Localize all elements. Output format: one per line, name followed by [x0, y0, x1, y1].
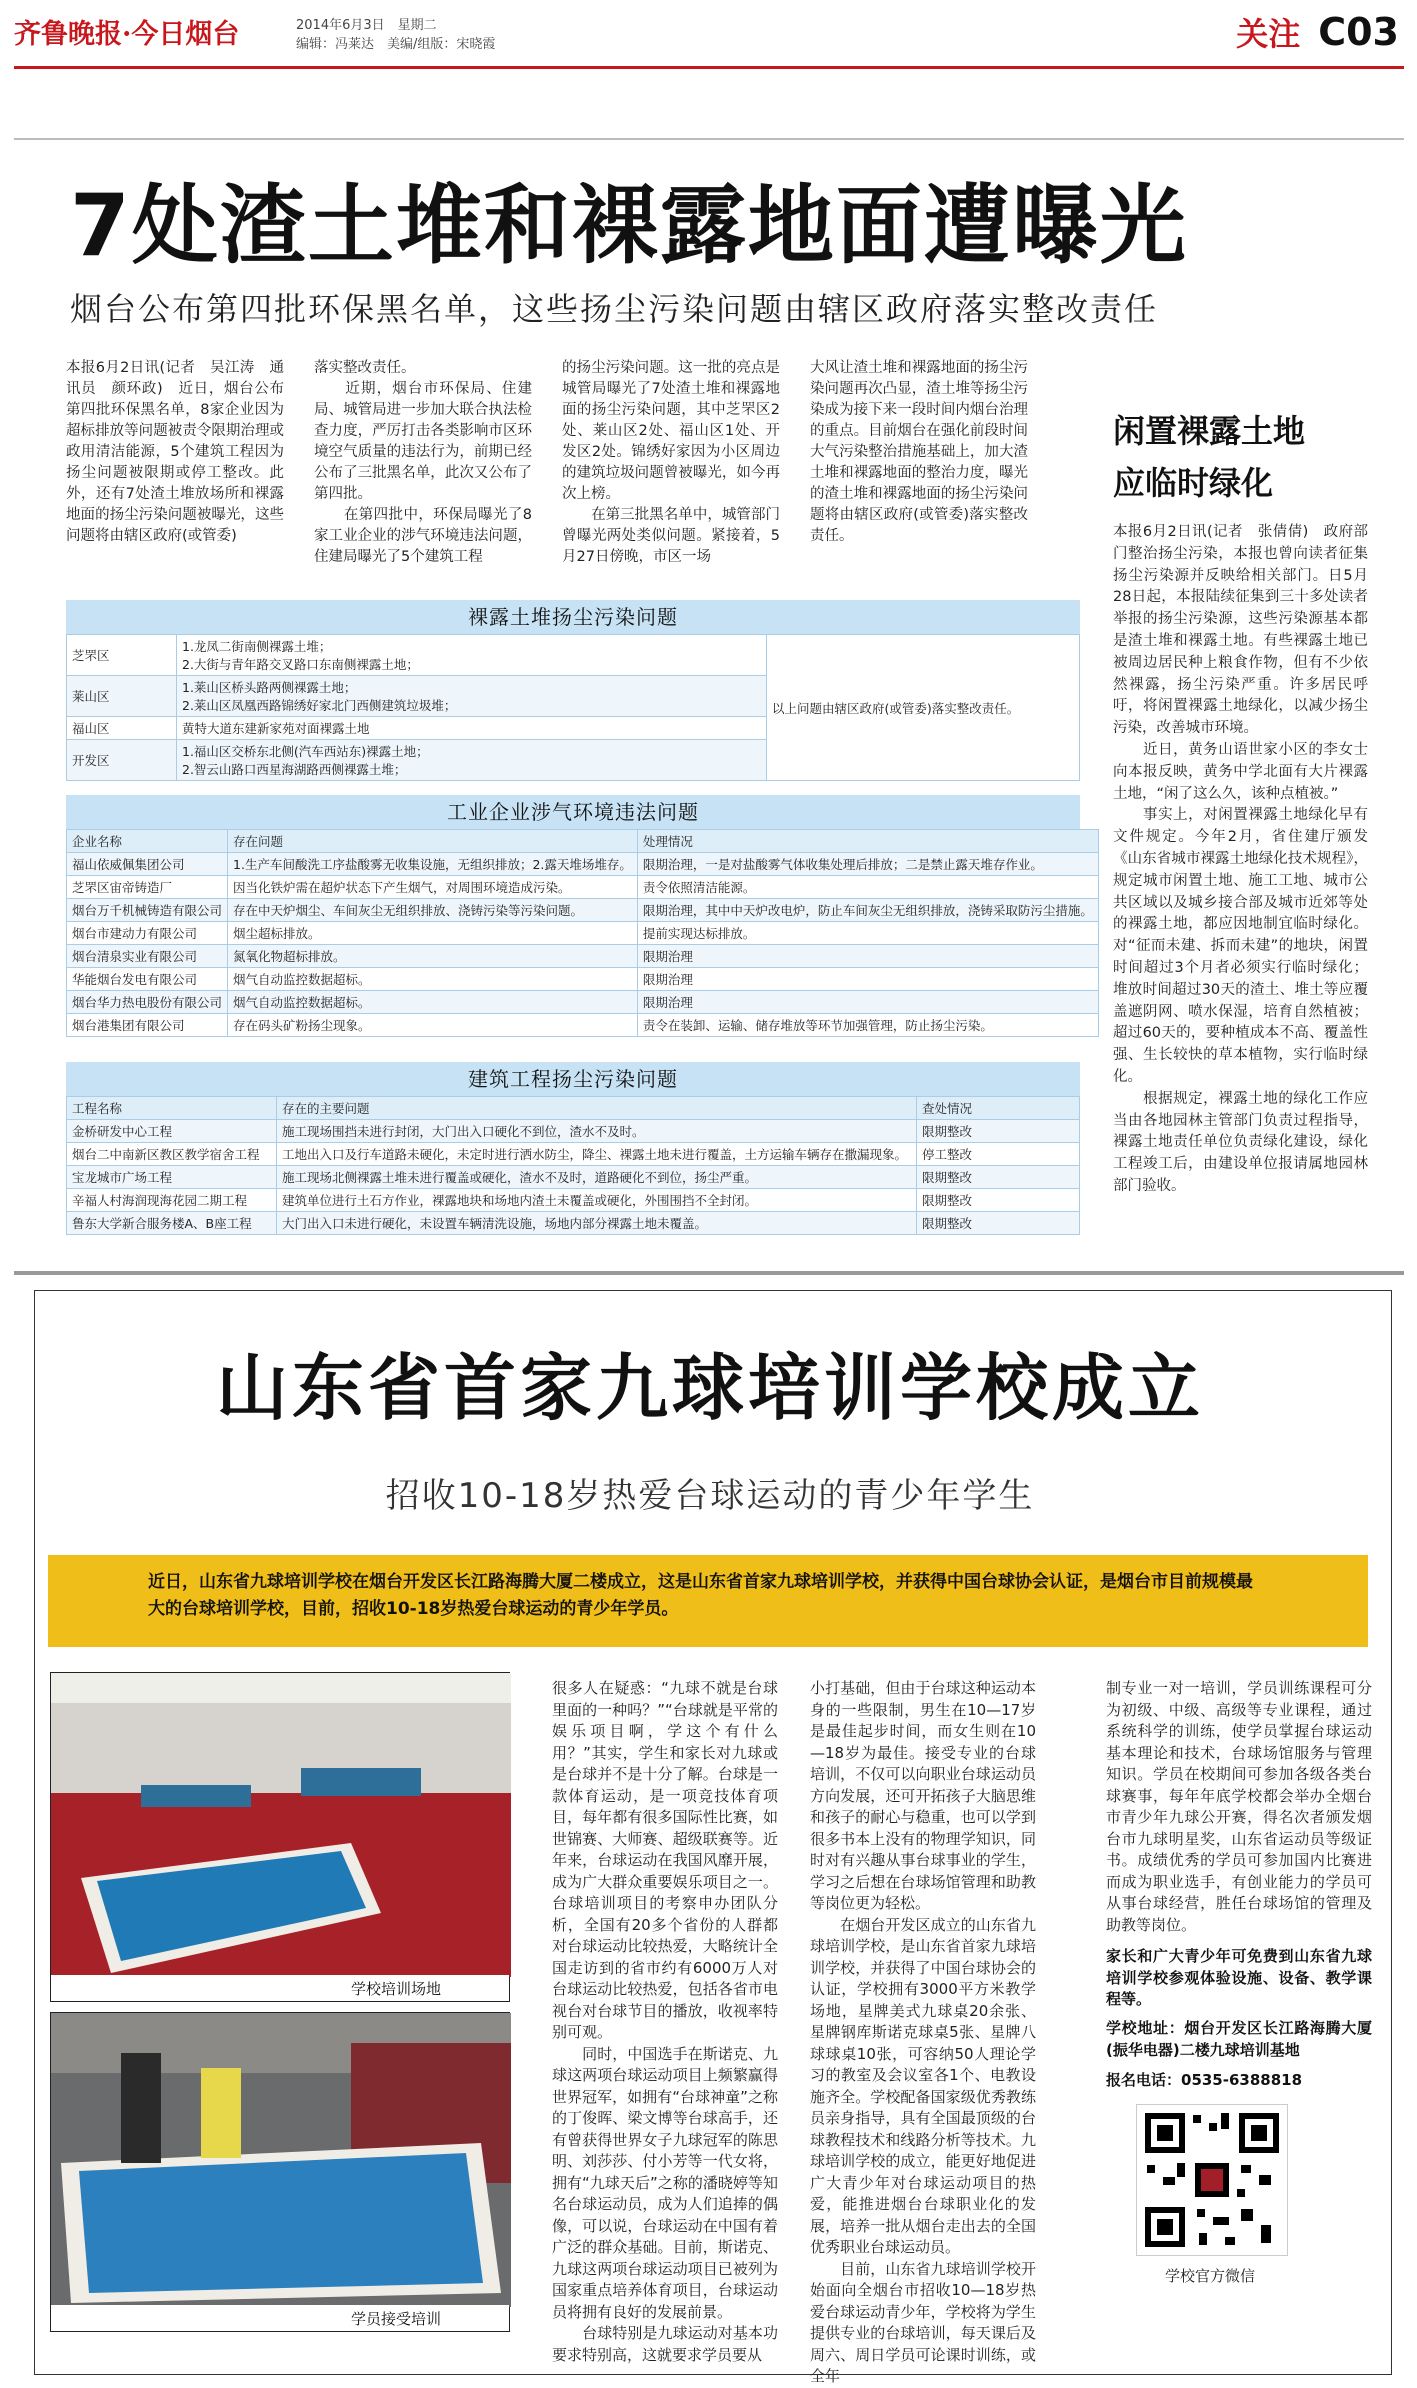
section-name: 关注: [1236, 15, 1301, 53]
industrial-table: [66, 829, 1099, 1037]
school-address: 学校地址：烟台开发区长江路海腾大厦(振华电器)二楼九球培训基地: [1106, 2019, 1372, 2059]
items-cell: 1.龙凤二街南侧裸露土堆； 2.大街与青年路交叉路口东南侧裸露土地；: [177, 635, 767, 676]
wechat-qr-code[interactable]: [1136, 2104, 1288, 2256]
table-row: [67, 945, 1099, 968]
company-cell: 芝罘区宙帝铸造厂: [67, 876, 228, 899]
issue-cell: 大门出入口未进行硬化，未设置车辆清洗设施，场地内部分裸露土地未覆盖。: [277, 1212, 917, 1235]
qr-caption: 学校官方微信: [1164, 2267, 1255, 2285]
table-row: [67, 876, 1099, 899]
note-cell: 以上问题由辖区政府(或管委)落实整改责任。: [767, 635, 1080, 781]
issue-date: 2014年6月3日 星期二: [296, 18, 437, 33]
table-row: [67, 1014, 1099, 1037]
editor-credits: 编辑：冯莱达 美编/组版：宋晓霞: [296, 37, 496, 52]
result-cell: 限期整改: [917, 1212, 1080, 1235]
table-row: [67, 922, 1099, 945]
story2-cta: 家长和广大青少年可免费到山东省九球培训学校参观体验设施、设备、教学课程等。: [1106, 1947, 1372, 2008]
issue-cell: 因当化铁炉需在超炉状态下产生烟气，对周围环境造成污染。: [228, 876, 638, 899]
column-header: 存在的主要问题: [277, 1097, 917, 1120]
project-cell: 烟台二中南新区教区教学宿舍工程: [67, 1143, 277, 1166]
action-cell: 限期治理: [637, 968, 1098, 991]
company-cell: 烟台华力热电股份有限公司: [67, 991, 228, 1014]
action-cell: 责令依照清洁能源。: [637, 876, 1098, 899]
issue-cell: 施工现场围挡未进行封闭，大门出入口硬化不到位，渣水不及时。: [277, 1120, 917, 1143]
table-row: [67, 635, 1080, 676]
table-bare-soil: [66, 600, 1080, 781]
table-industrial: [66, 795, 1093, 1037]
result-cell: 限期整改: [917, 1189, 1080, 1212]
photo-caption: 学校培训场地: [51, 1975, 509, 2001]
column-header: 处理情况: [637, 830, 1098, 853]
issue-cell: 烟气自动监控数据超标。: [228, 968, 638, 991]
action-cell: 限期治理: [637, 945, 1098, 968]
story2-column-2: 小打基础，但由于台球这种运动本身的一些限制，男生在10—17岁是最佳起步时间，而女生则在10—18岁为最佳。接受专业的台球培训，不仅可以向职业台球运动员方向发展，还可开拓孩子大脑思维和孩子的耐心与稳重，也可以学到很多书本上没有的物理学知识，同时对有兴趣从事台球事业的学生，学习之后想在台球场馆管理和助教等岗位更为轻松。 在烟台开发区成立的山东省九球培训学校，是山东省首家九球培训学校，并获得了中国台球协会的认证，学校拥有3000平方米教学场地，星牌美式九球桌20余张、星牌钢库斯诺克球桌5张、星牌八球球桌10张，可容纳50人理论学习的教室及会议室各1个、电教设施齐全。学校配备国家级优秀教练员亲身指导，具有全国最顶级的台球教程技术和线路分析等技术。九球培训学校的成立，能更好地促进广大青少年对台球运动项目的热爱，能推进烟台台球职业化的发展，培养一批从烟台走出去的全国优秀职业台球运动员。 目前，山东省九球培训学校开始面向全烟台市招收10—18岁热爱台球运动青少年，学校将为学生提供专业的台球培训，每天课后及周六、周日学员可论课时训练，或全年: [810, 1679, 1036, 2385]
project-cell: 宝龙城市广场工程: [67, 1166, 277, 1189]
action-cell: 提前实现达标排放。: [637, 922, 1098, 945]
story1-column-1: 本报6月2日讯(记者 吴江涛 通讯员 颜环政) 近日，烟台公布第四批环保黑名单，8家企业因为超标排放等问题被责令限期治理或政用清洁能源，5个建筑工程因为扬尘问题被限期或停工整改。此外，还有7处渣土堆放场所和裸露地面的扬尘污染问题被曝光，这些问题将由辖区政府(或管委): [66, 360, 284, 544]
section-divider: [14, 1271, 1404, 1275]
photo-student-training-image: [51, 2013, 511, 2307]
column-header: 企业名称: [67, 830, 228, 853]
story2-headline: 山东省首家九球培训学校成立: [215, 1346, 1204, 1430]
result-cell: 限期整改: [917, 1166, 1080, 1189]
story1-column-2: 落实整改责任。 近期，烟台市环保局、住建局、城管局进一步加大联合执法检查力度，严厉打击各类影响市区环境空气质量的违法行为，前期已经公布了三批黑名单，此次又公布了第四批。 在第四批中，环保局曝光了8家工业企业的涉气环境违法问题，住建局曝光了5个建筑工程: [314, 360, 532, 565]
table-title: 裸露土堆扬尘污染问题: [66, 600, 1080, 634]
issue-cell: 建筑单位进行土石方作业，裸露地块和场地内渣土未覆盖或硬化，外围围挡不全封闭。: [277, 1189, 917, 1212]
column-header: 存在问题: [228, 830, 638, 853]
table-row: [67, 1143, 1080, 1166]
column-header: 工程名称: [67, 1097, 277, 1120]
photo-student-training: [50, 2012, 510, 2332]
bare-soil-table: [66, 634, 1080, 781]
table-row: [67, 853, 1099, 876]
result-cell: 限期整改: [917, 1120, 1080, 1143]
project-cell: 鲁东大学新合服务楼A、B座工程: [67, 1212, 277, 1235]
story1-headline: 7处渣土堆和裸露地面遭曝光: [70, 176, 1188, 276]
story2-subheadline: 招收10-18岁热爱台球运动的青少年学生: [385, 1476, 1035, 1516]
page-number: C03: [1318, 10, 1399, 54]
issue-cell: 氮氧化物超标排放。: [228, 945, 638, 968]
photo-caption: 学员接受培训: [51, 2305, 509, 2331]
table-row: [67, 1189, 1080, 1212]
result-cell: 停工整改: [917, 1143, 1080, 1166]
table-row: [67, 991, 1099, 1014]
story1-subheadline: 烟台公布第四批环保黑名单，这些扬尘污染问题由辖区政府落实整改责任: [70, 290, 1159, 328]
items-cell: 1.莱山区桥头路两侧裸露土地； 2.莱山区凤凰西路锦绣好家北门西侧建筑垃圾堆；: [177, 676, 767, 717]
story2-column-3: 制专业一对一培训，学员训练课程可分为初级、中级、高级等专业课程，通过系统科学的训练，使学员掌握台球运动基本理论和技术，台球场馆服务与管理知识。学员在校期间可参加各级各类台球赛事，每年年底学校都会举办全烟台市青少年九球公开赛，得名次者颁发烟台市九球明星奖，山东省运动员等级证书。成绩优秀的学员可参加国内比赛进而成为职业选手，有创业能力的学员可从事台球经营，胜任台球场馆的管理及助教等岗位。: [1106, 1679, 1372, 1934]
photo-training-hall: [50, 1672, 510, 2002]
table-row: [67, 1212, 1080, 1235]
story2-column-1: 很多人在疑惑：“九球不就是台球里面的一种吗？”“台球就是平常的娱乐项目啊，学这个有什么用？”其实，学生和家长对九球或是台球并不是十分了解。台球是一款体育运动，是一项竞技体育项目，每年都有很多国际性比赛，如世锦赛、大师赛、超级联赛等。近年来，台球运动在我国风靡开展，成为广大群众重要娱乐项目之一。台球培训项目的考察申办团队分析，全国有20多个省份的人群都对台球运动比较热爱，大略统计全国走访到的省市约有6000万人对台球运动比较热爱，包括各省市电视台对台球节目的播放，收视率特别可观。 同时，中国选手在斯诺克、九球这两项台球运动项目上频繁赢得世界冠军，如拥有“台球神童”之称的丁俊晖、梁文博等台球高手，还有曾获得世界女子九球冠军的陈思明、刘莎莎、付小芳等一代女将，拥有“九球天后”之称的潘晓婷等知名台球运动员，成为人们追捧的偶像，可以说，台球运动在中国有着广泛的群众基础。目前，斯诺克、九球这两项台球运动项目已被列为国家重点培养体育项目，台球运动员将拥有良好的发展前景。 台球特别是九球运动对基本功要求特别高，这就要求学员要从: [552, 1679, 778, 2364]
table-header-row: [67, 1097, 1080, 1120]
issue-cell: 存在中天炉烟尘、车间灰尘无组织排放、浇铸污染等污染问题。: [228, 899, 638, 922]
action-cell: 限期治理，一是对盐酸雾气体收集处理后排放；二是禁止露天堆存作业。: [637, 853, 1098, 876]
action-cell: 责令在装卸、运输、储存堆放等环节加强管理，防止扬尘污染。: [637, 1014, 1098, 1037]
items-cell: 黄特大道东建新家苑对面裸露土地: [177, 717, 767, 740]
issue-cell: 工地出入口及行车道路未硬化，未定时进行洒水防尘，降尘、裸露土地未进行覆盖，土方运输车辆存在撒漏现象。: [277, 1143, 917, 1166]
issue-cell: 存在码头矿粉扬尘现象。: [228, 1014, 638, 1037]
masthead-info: [296, 16, 495, 54]
action-cell: 限期治理，其中中天炉改电炉，防止车间灰尘无组织排放，浇铸采取防污尘措施。: [637, 899, 1098, 922]
enrollment-phone: 报名电话：0535-6388818: [1106, 2071, 1303, 2089]
company-cell: 福山依威佩集团公司: [67, 853, 228, 876]
masthead-rule: [14, 66, 1404, 69]
district-cell: 芝罘区: [67, 635, 177, 676]
company-cell: 烟台市建动力有限公司: [67, 922, 228, 945]
story2-intro: 近日，山东省九球培训学校在烟台开发区长江路海腾大厦二楼成立，这是山东省首家九球培训学校，并获得中国台球协会认证，是烟台市目前规模最大的台球培训学校，目前，招收10-18岁热爱台球运动的青少年学员。: [48, 1555, 1368, 1647]
qr-code-icon: [1137, 2105, 1287, 2255]
issue-cell: 烟尘超标排放。: [228, 922, 638, 945]
table-title: 建筑工程扬尘污染问题: [66, 1062, 1080, 1096]
company-cell: 烟台港集团有限公司: [67, 1014, 228, 1037]
project-cell: 金桥研发中心工程: [67, 1120, 277, 1143]
section-marker: [1236, 8, 1399, 56]
story1-column-4: 大风让渣土堆和裸露地面的扬尘污染问题再次凸显，渣土堆等扬尘污染成为接下来一段时间内烟台治理的重点。目前烟台在强化前段时间大气污染整治措施基础上，加大渣土堆和裸露地面的整治力度，曝光的渣土堆和裸露地面的扬尘污染问题将由辖区政府(或管委)落实整改责任。: [810, 360, 1028, 544]
sidebar-headline: 闲置裸露土地应临时绿化: [1113, 412, 1306, 502]
district-cell: 莱山区: [67, 676, 177, 717]
table-row: [67, 968, 1099, 991]
issue-cell: 1.生产车间酸洗工序盐酸雾无收集设施，无组织排放；2.露天堆场堆存。: [228, 853, 638, 876]
district-cell: 开发区: [67, 740, 177, 781]
photo-training-hall-image: [51, 1673, 511, 1977]
company-cell: 华能烟台发电有限公司: [67, 968, 228, 991]
table-row: [67, 1120, 1080, 1143]
items-cell: 1.福山区交桥东北侧(汽车西站东)裸露土地； 2.智云山路口西星海湖路西侧裸露土堆；: [177, 740, 767, 781]
table-title: 工业企业涉气环境违法问题: [66, 795, 1080, 829]
table-construction: [66, 1062, 1080, 1235]
divider-rule: [14, 138, 1404, 140]
company-cell: 烟台万千机械铸造有限公司: [67, 899, 228, 922]
table-row: [67, 899, 1099, 922]
district-cell: 福山区: [67, 717, 177, 740]
masthead-logo: 齐鲁晚报·今日烟台: [14, 19, 240, 50]
issue-cell: 施工现场北侧裸露土堆未进行覆盖或硬化，渣水不及时，道路硬化不到位，扬尘严重。: [277, 1166, 917, 1189]
table-row: [67, 1166, 1080, 1189]
sidebar-body: 本报6月2日讯(记者 张倩倩) 政府部门整治扬尘污染，本报也曾向读者征集扬尘污染源并反映给相关部门。日5月28日起，本报陆续征集到三十多处读者举报的扬尘污染源，这些污染源基本都是渣土堆和裸露土地。有些裸露土地已被周边居民种上粮食作物，但有不少依然裸露，扬尘污染严重。许多居民呼吁，将闲置裸露土地绿化，以减少扬尘污染，改善城市环境。 近日，黄务山语世家小区的李女士向本报反映，黄务中学北面有大片裸露土地，“闲了这么久，该种点植被。” 事实上，对闲置裸露土地绿化早有文件规定。今年2月，省住建厅颁发《山东省城市裸露土地绿化技术规程》，规定城市闲置土地、施工工地、城市公共区域以及城乡接合部及城市近郊等处的裸露土地，都应因地制宜临时绿化。对“征而未建、拆而未建”的地块，闲置时间超过3个月者必须实行临时绿化；堆放时间超过30天的渣土、堆土等应覆盖遮阴网、喷水保湿，培育自然植被；超过60天的，要种植成本不高、覆盖性强、生长较快的草本植物，实行临时绿化。 根据规定，裸露土地的绿化工作应当由各地园林主管部门负责过程指导，裸露土地责任单位负责绿化建设，绿化工程竣工后，由建设单位报请属地园林部门验收。: [1113, 524, 1368, 1194]
story1-column-3: 的扬尘污染问题。这一批的亮点是城管局曝光了7处渣土堆和裸露地面的扬尘污染问题，其中芝罘区2处、莱山区2处、福山区1处、开发区2处。锦绣好家因为小区周边的建筑垃圾问题曾被曝光，如今再次上榜。 在第三批黑名单中，城管部门曾曝光两处类似问题。紧接着，5月27日傍晚，市区一场: [562, 360, 780, 565]
project-cell: 辛福人村海润现海花园二期工程: [67, 1189, 277, 1212]
construction-table: [66, 1096, 1080, 1235]
table-header-row: [67, 830, 1099, 853]
action-cell: 限期治理: [637, 991, 1098, 1014]
company-cell: 烟台清泉实业有限公司: [67, 945, 228, 968]
issue-cell: 烟气自动监控数据超标。: [228, 991, 638, 1014]
column-header: 查处情况: [917, 1097, 1080, 1120]
